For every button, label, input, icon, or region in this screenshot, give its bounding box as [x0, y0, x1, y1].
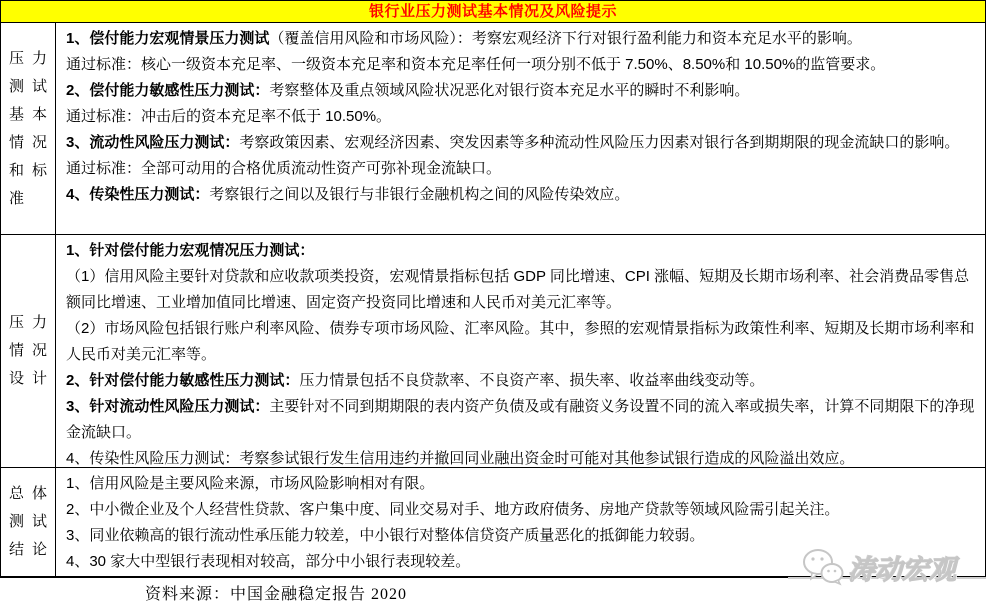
table-text-line: 3、流动性风险压力测试：考察政策因素、宏观经济因素、突发因素等多种流动性风险压力因素对银行各到期期限的现金流缺口的影响。 [66, 134, 960, 151]
row-label-line: 压 力 [9, 314, 47, 331]
row-label [1, 23, 56, 234]
table-text-line: 2、针对偿付能力敏感性压力测试：压力情景包括不良贷款率、不良资产率、损失率、收益率曲线变动等。 [66, 372, 765, 389]
row-label-line: 情 况 [9, 342, 47, 359]
row-content [56, 23, 985, 234]
table-text-line: 3、针对流动性风险压力测试：主要针对不同到期期限的表内资产负债及或有融资义务设置不同的流入率或损失率，计算不同期限下的净现金流缺口。 [66, 398, 975, 441]
row-label-line: 压 力 [9, 49, 47, 67]
row-label-line: 和 标 [9, 161, 47, 179]
watermark-text: 涛动宏观 [848, 555, 956, 585]
watermark [788, 542, 986, 590]
table-text-line: 3、同业依赖高的银行流动性承压能力较差，中小银行对整体信贷资产质量恶化的抵御能力较弱。 [66, 527, 705, 544]
table-text-line: 1、偿付能力宏观情景压力测试（覆盖信用风险和市场风险）：考察宏观经济下行对银行盈利能力和资本充足水平的影响。 [66, 30, 862, 47]
table-text-line: 4、传染性风险压力测试：考察参试银行发生信用违约并撤回同业融出资金时可能对其他参试银行造成的风险溢出效应。 [66, 450, 855, 467]
wechat-icon [802, 548, 844, 591]
table-text-line: （2）市场风险包括银行账户利率风险、债券专项市场风险、汇率风险。其中，参照的宏观情景指标为政策性利率、短期及长期市场利率和人民币对美元汇率等。 [66, 320, 975, 363]
table-text-line: 1、针对偿付能力宏观情况压力测试： [66, 242, 315, 259]
row-label-line: 测 试 [9, 77, 47, 95]
row-label-line: 总 体 [9, 485, 47, 502]
table-row [1, 235, 985, 468]
row-label-line: 测 试 [9, 513, 47, 530]
row-label [1, 468, 56, 576]
table-text-line: 通过标准：冲击后的资本充足率不低于 10.50%。 [66, 108, 392, 125]
source-note: 资料来源：中国金融稳定报告 2020 [145, 586, 408, 603]
table-text-line: 2、偿付能力敏感性压力测试：考察整体及重点领域风险状况恶化对银行资本充足水平的瞬时不利影响。 [66, 82, 750, 99]
table-text-line: 通过标准：核心一级资本充足率、一级资本充足率和资本充足率任何一项分别不低于 7.50%、8.50%和 10.50%的监管要求。 [66, 56, 886, 73]
table-title: 银行业压力测试基本情况及风险提示 [1, 1, 985, 23]
row-label-line: 设 计 [9, 370, 47, 387]
row-label-line: 结 论 [9, 541, 47, 558]
table-row [1, 23, 985, 235]
table-text-line: 2、中小微企业及个人经营性贷款、客户集中度、同业交易对手、地方政府债务、房地产贷款等领域风险需引起关注。 [66, 501, 840, 518]
table-text-line: 4、30 家大中型银行表现相对较高，部分中小银行表现较差。 [66, 553, 471, 570]
table-text-line: 1、信用风险是主要风险来源，市场风险影响相对有限。 [66, 475, 435, 492]
table-text-line: （1）信用风险主要针对贷款和应收款项类投资，宏观情景指标包括 GDP 同比增速、CPI 涨幅、短期及长期市场利率、社会消费品零售总额同比增速、工业增加值同比增速、固定资产投资同比增速和人民币对美元汇率等。 [66, 268, 970, 311]
row-content [56, 235, 985, 467]
row-label-line: 基 本 [9, 105, 47, 123]
table-text-line: 通过标准：全部可动用的合格优质流动性资产可弥补现金流缺口。 [66, 160, 502, 177]
table-body [1, 23, 985, 577]
row-label-line: 准 [9, 189, 25, 207]
row-label [1, 235, 56, 467]
table-text-line: 4、传染性压力测试：考察银行之间以及银行与非银行金融机构之间的风险传染效应。 [66, 186, 630, 203]
row-label-line: 情 况 [9, 133, 47, 151]
